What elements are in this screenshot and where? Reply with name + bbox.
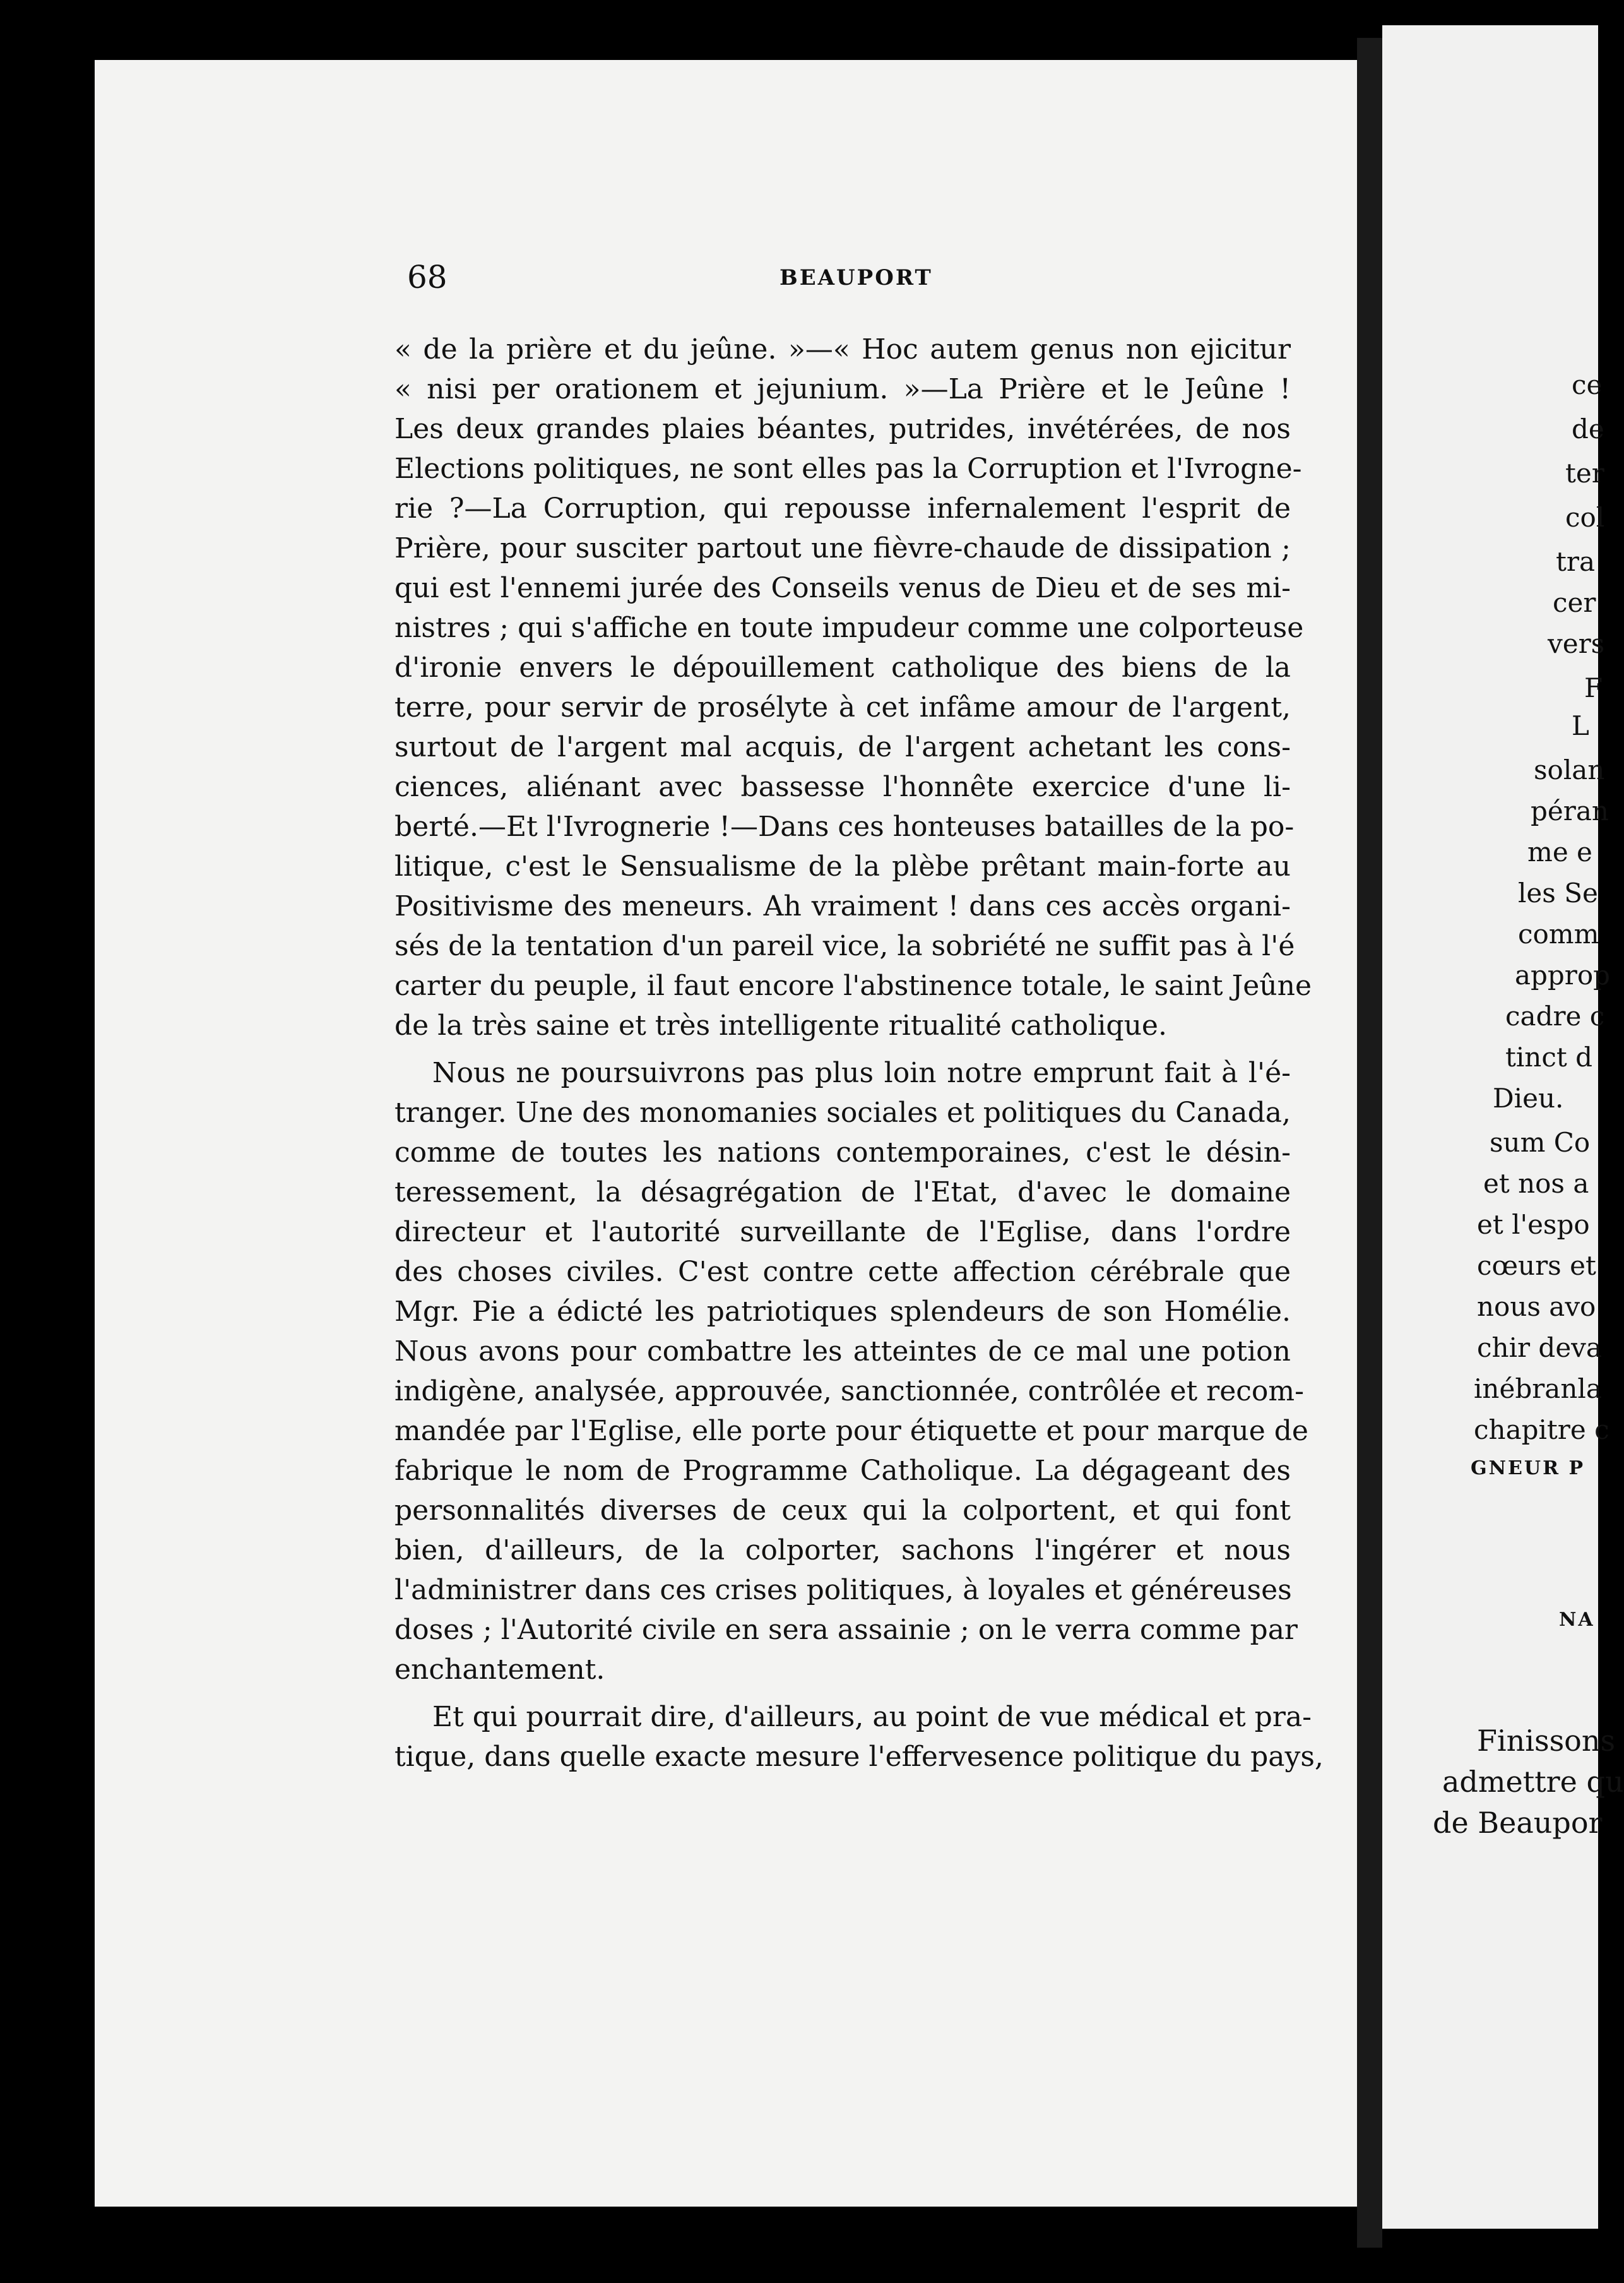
text-line: « de la prière et du jeûne. »—« Hoc autem genus non ejicitur [394, 333, 1291, 366]
right-page-fragment: solan [1534, 754, 1605, 785]
text-line: qui est l'ennemi jurée des Conseils venus de Dieu et de ses mi- [394, 572, 1291, 604]
text-line: d'ironie envers le dépouillement catholique des biens de la [394, 652, 1291, 684]
right-page-fragment: me e [1527, 837, 1592, 867]
text-line: « nisi per orationem et jejunium. »—La Prière et le Jeûne ! [394, 373, 1291, 405]
right-page-fragment: Finissons [1477, 1724, 1616, 1758]
text-line: Prière, pour susciter partout une fièvre-chaude de dissipation ; [394, 532, 1291, 564]
right-page-text [1382, 25, 1624, 2229]
text-line: l'administrer dans ces crises politiques, à loyales et généreuses [394, 1574, 1292, 1606]
text-line: teressement, la désagrégation de l'Etat, d'avec le domaine [394, 1176, 1291, 1208]
text-line: nistres ; qui s'affiche en toute impudeur comme une colporteuse [394, 612, 1304, 644]
text-line: Nous ne poursuivrons pas plus loin notre emprunt fait à l'é- [432, 1057, 1291, 1089]
right-page-fragment: col [1565, 502, 1605, 533]
text-line: Les deux grandes plaies béantes, putrides, invétérées, de nos [394, 413, 1291, 445]
text-line: mandée par l'Eglise, elle porte pour étiquette et pour marque de [394, 1415, 1308, 1447]
text-line: berté.—Et l'Ivrognerie !—Dans ces honteuses batailles de la po- [394, 811, 1295, 843]
text-line: surtout de l'argent mal acquis, de l'argent achetant les cons- [394, 731, 1291, 763]
right-page-fragment: chapitre c [1474, 1414, 1609, 1445]
right-page-fragment: GNEUR P [1471, 1457, 1585, 1479]
text-line: directeur et l'autorité surveillante de l'Eglise, dans l'ordre [394, 1216, 1291, 1248]
right-page-fragment: tra [1556, 546, 1595, 577]
right-page-fragment: cer [1553, 587, 1596, 618]
text-line: bien, d'ailleurs, de la colporter, sachons l'ingérer et nous [394, 1534, 1291, 1566]
text-line: personnalités diverses de ceux qui la colportent, et qui font [394, 1494, 1291, 1527]
right-page [1382, 25, 1624, 2229]
right-page-fragment: cadre c [1505, 1001, 1605, 1032]
text-line: de la très saine et très intelligente ritualité catholique. [394, 1010, 1167, 1042]
running-head [407, 259, 1288, 309]
right-page-fragment: tinct d [1505, 1042, 1592, 1073]
right-page-fragment: et l'espo [1477, 1209, 1590, 1240]
text-line: Et qui pourrait dire, d'ailleurs, au point de vue médical et pra- [432, 1701, 1312, 1733]
text-line: comme de toutes les nations contemporaines, c'est le désin- [394, 1136, 1291, 1169]
text-line: ciences, aliénant avec bassesse l'honnête exercice d'une li- [394, 771, 1291, 803]
right-page-fragment: comm [1518, 919, 1599, 950]
body-text [394, 330, 1324, 1777]
right-page-fragment: de Beaupor [1433, 1806, 1603, 1840]
right-page-fragment: vers [1548, 628, 1605, 659]
text-line: sés de la tentation d'un pareil vice, la sobriété ne suffit pas à l'é [394, 930, 1295, 962]
right-page-fragment: cœurs et [1477, 1250, 1596, 1281]
right-page-fragment: chir deva [1477, 1332, 1602, 1363]
right-page-fragment: nous avo [1477, 1291, 1596, 1322]
text-line: tique, dans quelle exacte mesure l'effervesence politique du pays, [394, 1741, 1324, 1773]
right-page-fragment: L [1572, 710, 1589, 741]
text-line: des choses civiles. C'est contre cette affection cérébrale que [394, 1256, 1291, 1288]
right-page-fragment: admettre qu [1442, 1765, 1624, 1799]
text-line: tranger. Une des monomanies sociales et politiques du Canada, [394, 1097, 1291, 1129]
text-line: rie ?—La Corruption, qui repousse infernalement l'esprit de [394, 492, 1291, 525]
right-page-fragment: ter [1565, 458, 1604, 489]
text-line: terre, pour servir de prosélyte à cet infâme amour de l'argent, [394, 691, 1291, 724]
right-page-fragment: et nos a [1483, 1168, 1589, 1199]
right-page-fragment: inébranla [1474, 1373, 1602, 1404]
text-line: Mgr. Pie a édicté les patriotiques splendeurs de son Homélie. [394, 1296, 1291, 1328]
text-line: enchantement. [394, 1654, 605, 1686]
text-line: Positivisme des meneurs. Ah vraiment ! dans ces accès organi- [394, 890, 1291, 922]
right-page-fragment: NA [1559, 1609, 1595, 1631]
text-line: doses ; l'Autorité civile en sera assainie ; on le verra comme par [394, 1614, 1298, 1646]
text-line: litique, c'est le Sensualisme de la plèbe prêtant main-forte au [394, 850, 1291, 883]
right-page-fragment: Dieu. [1493, 1083, 1564, 1114]
text-line: carter du peuple, il faut encore l'abstinence totale, le saint Jeûne [394, 970, 1312, 1002]
right-page-fragment: de [1572, 414, 1604, 444]
text-line: indigène, analysée, approuvée, sanctionnée, contrôlée et recom- [394, 1375, 1304, 1407]
right-page-fragment: les Se [1518, 878, 1598, 909]
right-page-fragment: F [1584, 672, 1603, 703]
text-line: fabrique le nom de Programme Catholique. La dégageant des [394, 1455, 1291, 1487]
right-page-fragment: approp [1515, 960, 1611, 991]
text-line: Elections politiques, ne sont elles pas la Corruption et l'Ivrogne- [394, 453, 1302, 485]
right-page-fragment: ce [1572, 369, 1603, 400]
page-number: 68 [407, 259, 447, 295]
text-line: Nous avons pour combattre les atteintes de ce mal une potion [394, 1335, 1291, 1368]
book-spine [1357, 38, 1382, 2248]
right-page-fragment: péran [1531, 796, 1609, 826]
running-title: BEAUPORT [779, 265, 933, 290]
right-page-fragment: sum Co [1490, 1127, 1591, 1158]
